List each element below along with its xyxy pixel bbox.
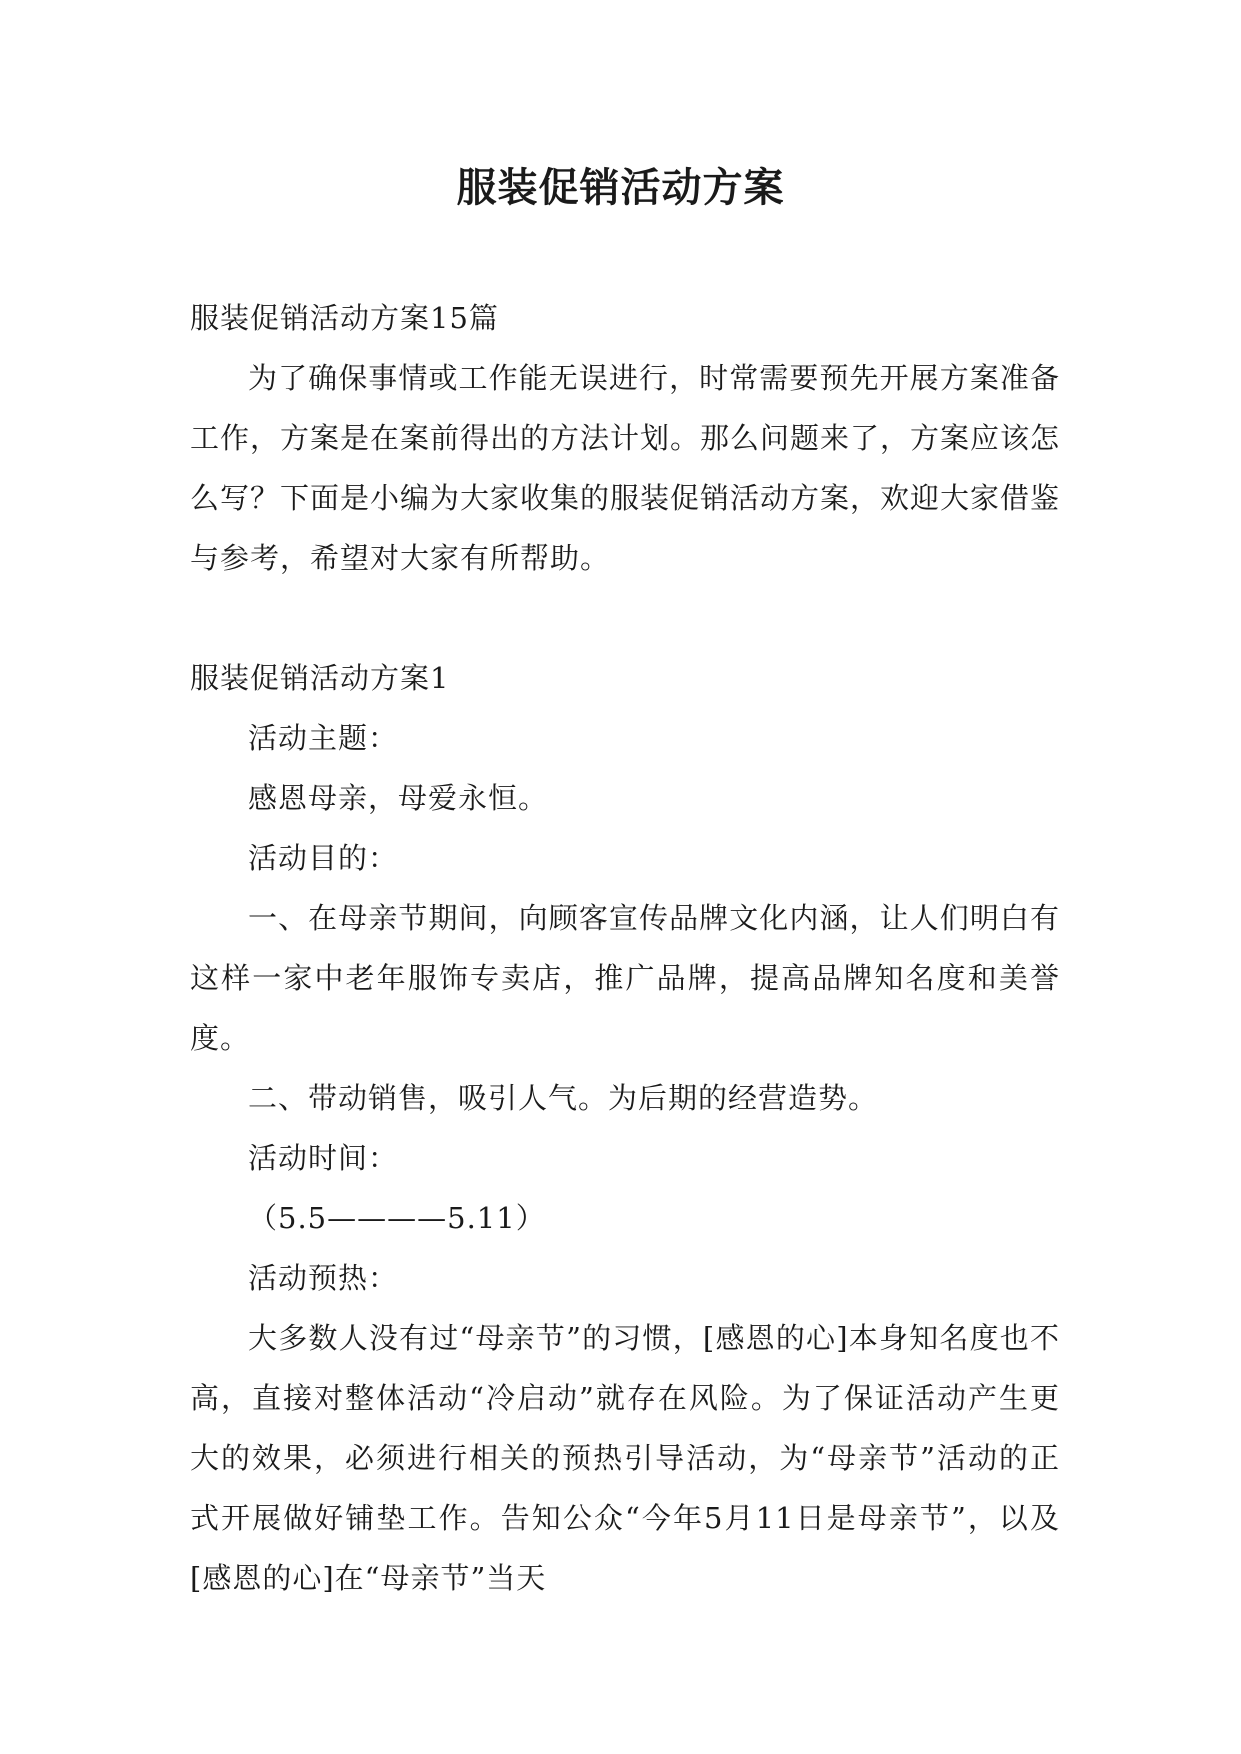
label-time: 活动时间： [248, 1141, 399, 1175]
time-range: （5.5————5.11） [248, 1201, 546, 1235]
document-subtitle: 服装促销活动方案15篇 [190, 301, 499, 335]
paragraph-spacer [190, 588, 1060, 648]
label-purpose: 活动目的： [248, 841, 399, 875]
purpose-item-2: 二、带动销售，吸引人气。为后期的经营造势。 [248, 1081, 879, 1115]
theme-text: 感恩母亲，母爱永恒。 [248, 781, 549, 815]
document-body [190, 288, 1060, 1608]
label-theme: 活动主题： [248, 721, 399, 755]
purpose-item-1: 一、在母亲节期间，向顾客宣传品牌文化内涵，让人们明白有这样一家中老年服饰专卖店，推广品牌，提高品牌知名度和美誉度。 [190, 901, 1060, 1055]
label-warmup: 活动预热： [248, 1261, 399, 1295]
intro-paragraph: 为了确保事情或工作能无误进行，时常需要预先开展方案准备工作，方案是在案前得出的方法计划。那么问题来了，方案应该怎么写？下面是小编为大家收集的服装促销活动方案，欢迎大家借鉴与参考，希望对大家有所帮助。 [190, 361, 1061, 575]
document-title: 服装促销活动方案 [456, 164, 785, 211]
warmup-paragraph: 大多数人没有过“母亲节”的习惯，[感恩的心]本身知名度也不高，直接对整体活动“冷启动”就存在风险。为了保证活动产生更大的效果，必须进行相关的预热引导活动，为“母亲节”活动的正式开展做好铺垫工作。告知公众“今年5月11日是母亲节”，以及[感恩的心]在“母亲节”当天 [190, 1321, 1060, 1595]
section-heading: 服装促销活动方案1 [190, 661, 450, 695]
